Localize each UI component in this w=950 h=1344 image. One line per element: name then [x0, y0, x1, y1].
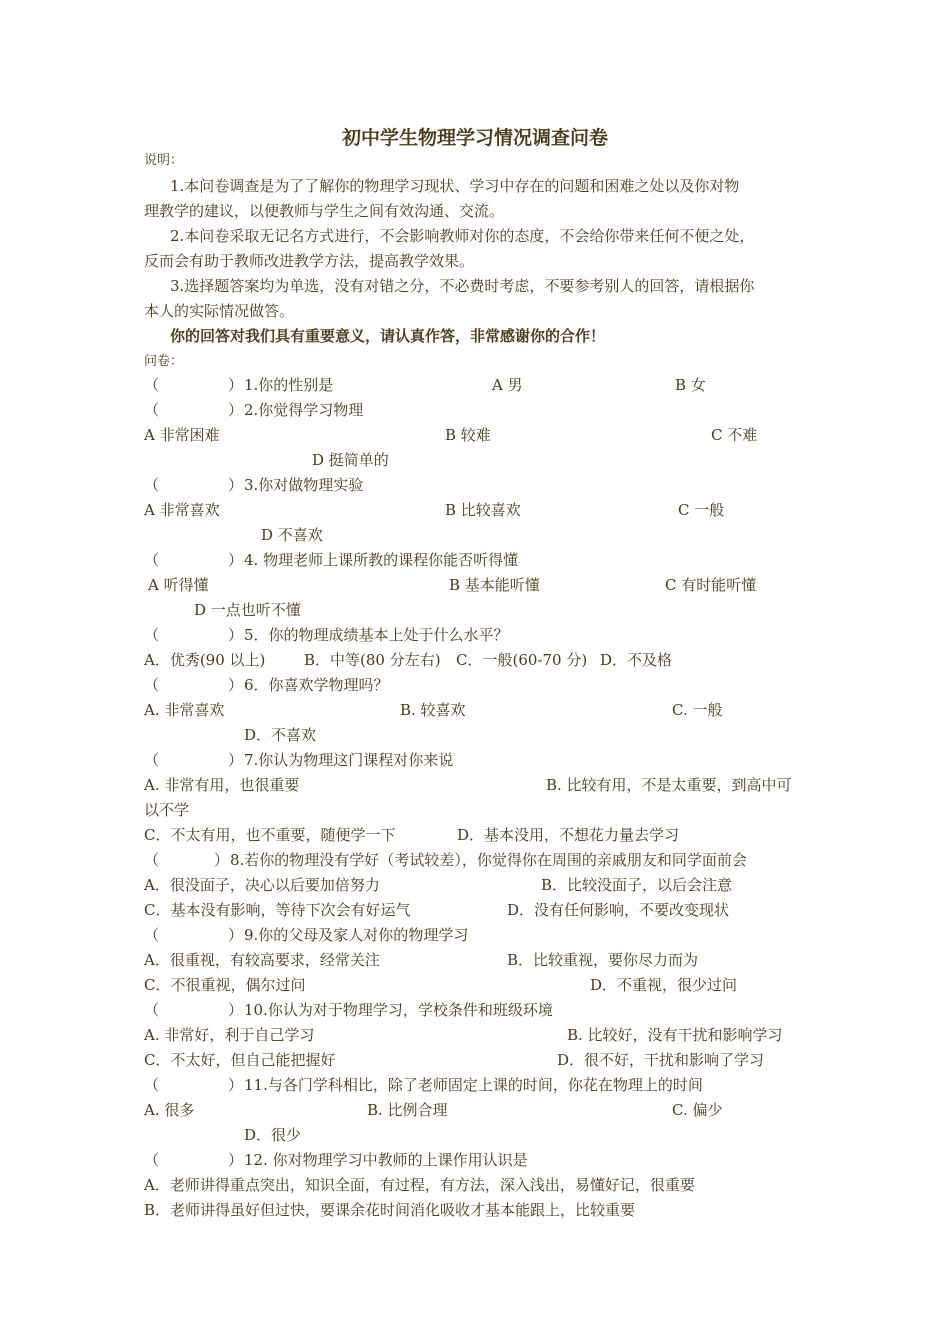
q9-paren-close: ） [228, 926, 244, 944]
q2-option-b: B 较难 [445, 426, 491, 444]
q9-option-d: D．不重视，很少过问 [590, 976, 738, 994]
q3-paren-close: ） [228, 476, 244, 494]
q5-paren-open: （ [144, 626, 160, 644]
q10-option-a: A. 非常好，利于自己学习 [144, 1026, 315, 1044]
q11-option-a: A. 很多 [144, 1101, 195, 1119]
q6-option-c: C. 一般 [672, 701, 723, 719]
q1-paren-open: （ [144, 376, 160, 394]
q10-option-c: C．不太好，但自己能把握好 [144, 1051, 336, 1069]
q5-option-d: D．不及格 [600, 651, 673, 669]
q1-paren-close: ） [228, 376, 244, 394]
q10-option-d: D．很不好，干扰和影响了学习 [557, 1051, 765, 1069]
q3-option-b: B 比较喜欢 [445, 501, 521, 519]
q10-paren-open: （ [144, 1001, 160, 1019]
q11-option-c: C. 偏少 [672, 1101, 723, 1119]
q11-option-b: B. 比例合理 [367, 1101, 448, 1119]
q5-option-a: A．优秀(90 以上) [144, 651, 266, 669]
q11-option-d: D．很少 [244, 1126, 302, 1144]
q8-paren-close: ） [214, 851, 230, 869]
q1-option-b: B 女 [675, 376, 706, 394]
document-title: 初中学生物理学习情况调查问卷 [341, 127, 608, 149]
q3-option-d: D 不喜欢 [261, 526, 323, 544]
q1-option-a: A 男 [492, 376, 523, 394]
q8-option-b: B．比较没面子，以后会注意 [541, 876, 733, 894]
intro-p2-line1: 2.本问卷采取无记名方式进行，不会影响教师对你的态度，不会给你带来任何不便之处， [170, 227, 755, 245]
q9-option-c: C．不很重视，偶尔过问 [144, 976, 306, 994]
intro-p3-line2: 本人的实际情况做答。 [144, 302, 295, 320]
q5-paren-close: ） [228, 626, 244, 644]
q2-option-c: C 不难 [711, 426, 758, 444]
q8-option-d: D．没有任何影响，不要改变现状 [507, 901, 730, 919]
q3-text: 3.你对做物理实验 [244, 476, 364, 494]
q4-paren-open: （ [144, 551, 160, 569]
q9-paren-open: （ [144, 926, 160, 944]
q9-text: 9.你的父母及家人对你的物理学习 [244, 926, 469, 944]
intro-p1-line1: 1.本问卷调查是为了了解你的物理学习现状、学习中存在的问题和困难之处以及你对物 [170, 177, 740, 195]
q2-option-d: D 挺简单的 [312, 451, 389, 469]
q7-paren-open: （ [144, 751, 160, 769]
q2-paren-open: （ [144, 401, 160, 419]
q1-text: 1.你的性别是 [244, 376, 334, 394]
q7-text: 7.你认为物理这门课程对你来说 [244, 751, 454, 769]
q7-option-a: A. 非常有用，也很重要 [144, 776, 300, 794]
q9-option-b: B．比较重视，要你尽力而为 [507, 951, 699, 969]
q10-paren-close: ） [228, 1001, 244, 1019]
q11-paren-open: （ [144, 1076, 160, 1094]
q2-text: 2.你觉得学习物理 [244, 401, 364, 419]
q6-option-b: B. 较喜欢 [400, 701, 466, 719]
q3-paren-open: （ [144, 476, 160, 494]
q7-paren-close: ） [228, 751, 244, 769]
intro-p1-line2: 理教学的建议，以便教师与学生之间有效沟通、交流。 [144, 202, 505, 220]
q6-option-d: D．不喜欢 [244, 726, 317, 744]
q10-text: 10.你认为对于物理学习，学校条件和班级环境 [244, 1001, 553, 1019]
q2-paren-close: ） [228, 401, 244, 419]
q12-paren-close: ） [228, 1151, 244, 1169]
q12-text: 12. 你对物理学习中教师的上课作用认识是 [244, 1151, 528, 1169]
q5-text: 5．你的物理成绩基本上处于什么水平？ [244, 626, 509, 644]
intro-p2-line2: 反而会有助于教师改进教学方法，提高教学效果。 [144, 252, 475, 270]
q11-paren-close: ） [228, 1076, 244, 1094]
q3-option-a: A 非常喜欢 [144, 501, 220, 519]
q4-option-b: B 基本能听懂 [449, 576, 540, 594]
q7-option-b-line1: B. 比较有用，不是太重要，到高中可 [546, 776, 792, 794]
q4-text: 4. 物理老师上课所教的课程你能否听得懂 [244, 551, 519, 569]
q8-option-a: A．很没面子，决心以后要加倍努力 [144, 876, 380, 894]
questionnaire-label: 问卷： [144, 354, 184, 369]
q6-option-a: A. 非常喜欢 [144, 701, 225, 719]
q9-option-a: A．很重视，有较高要求，经常关注 [144, 951, 380, 969]
q4-option-a: A 听得懂 [148, 576, 209, 594]
q6-text: 6．你喜欢学物理吗？ [244, 676, 389, 694]
q8-paren-open: （ [144, 851, 160, 869]
q12-paren-open: （ [144, 1151, 160, 1169]
q3-option-c: C 一般 [678, 501, 725, 519]
q5-option-c: C．一般(60-70 分) [456, 651, 588, 669]
intro-label: 说明： [144, 153, 184, 168]
q7-option-d: D．基本没用，不想花力量去学习 [457, 826, 680, 844]
intro-note: 你的回答对我们具有重要意义，请认真作答，非常感谢你的合作！ [170, 327, 606, 345]
q8-text: 8.若你的物理没有学好（考试较差），你觉得你在周围的亲戚朋友和同学面前会 [230, 851, 747, 869]
q6-paren-open: （ [144, 676, 160, 694]
q12-option-b: B．老师讲得虽好但过快，要课余花时间消化吸收才基本能跟上，比较重要 [144, 1201, 636, 1219]
q4-option-d: D 一点也听不懂 [194, 601, 301, 619]
q6-paren-close: ） [228, 676, 244, 694]
intro-p3-line1: 3.选择题答案均为单选，没有对错之分，不必费时考虑，不要参考别人的回答，请根据你 [170, 277, 755, 295]
q10-option-b: B. 比较好，没有干扰和影响学习 [567, 1026, 783, 1044]
q4-paren-close: ） [228, 551, 244, 569]
q5-option-b: B．中等(80 分左右) [304, 651, 441, 669]
q11-text: 11.与各门学科相比，除了老师固定上课的时间，你花在物理上的时间 [244, 1076, 703, 1094]
q2-option-a: A 非常困难 [144, 426, 220, 444]
q7-option-b-line2: 以不学 [144, 801, 190, 819]
q12-option-a: A．老师讲得重点突出，知识全面，有过程，有方法，深入浅出，易懂好记，很重要 [144, 1176, 695, 1194]
q8-option-c: C．基本没有影响，等待下次会有好运气 [144, 901, 411, 919]
q4-option-c: C 有时能听懂 [665, 576, 757, 594]
q7-option-c: C．不太有用，也不重要，随便学一下 [144, 826, 396, 844]
